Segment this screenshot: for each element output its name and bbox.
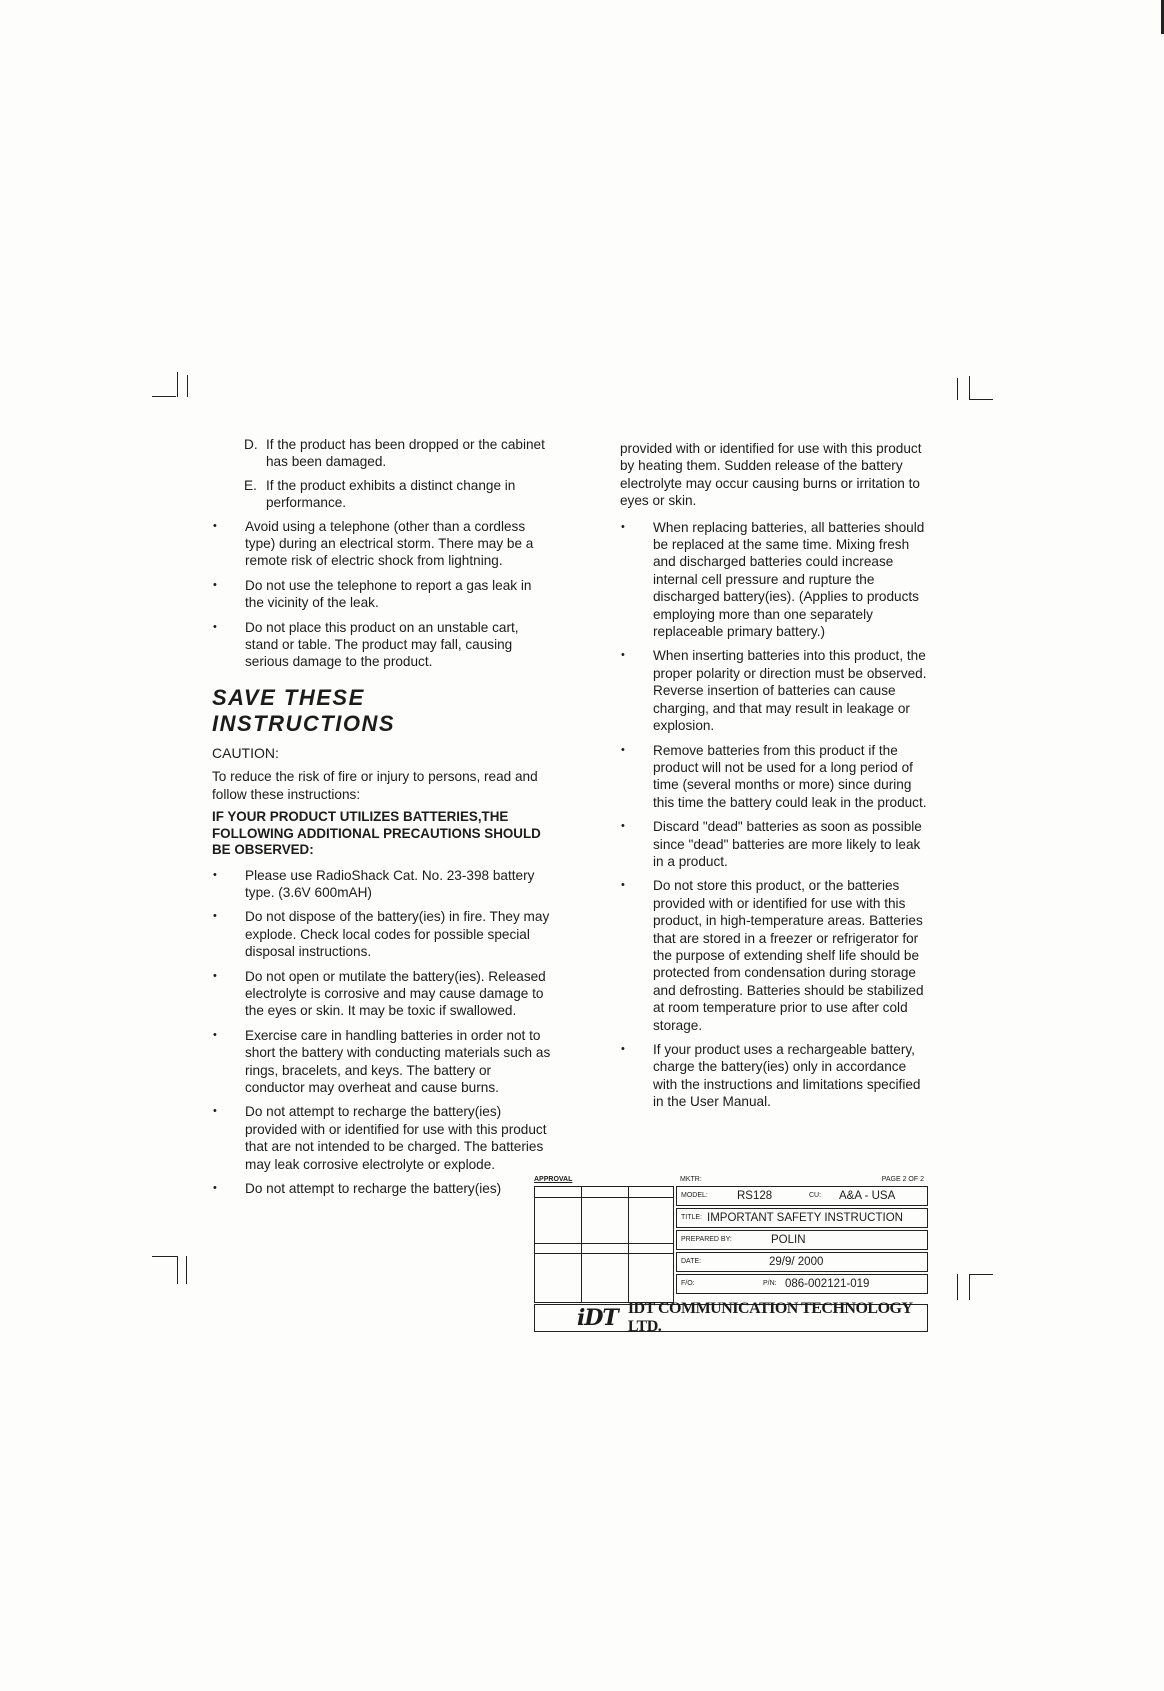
sub-item-text: If the product exhibits a distinct change in performance. — [266, 477, 516, 511]
bullet-icon: • — [621, 1043, 625, 1055]
crop-mark-bottom-left — [152, 1256, 178, 1257]
bullet-icon: • — [213, 1182, 217, 1195]
list-item — [620, 1041, 932, 1111]
battery-warning-heading: IF YOUR PRODUCT UTILIZES BATTERIES,THE FOLLOWING ADDITIONAL PRECAUTIONS SHOULD BE OBSERVED: — [212, 809, 541, 858]
list-item — [212, 1180, 552, 1197]
bullet-icon: • — [621, 743, 625, 756]
prepared-by-value: POLIN — [771, 1234, 806, 1246]
cu-label: CU: — [809, 1192, 822, 1199]
approval-label: APPROVAL — [534, 1176, 573, 1183]
caution-text: To reduce the risk of fire or injury to persons, read and follow these instructions: — [212, 769, 538, 802]
crop-mark-top-left — [177, 372, 178, 397]
bullet-icon: • — [213, 1105, 217, 1118]
company-name: IDT COMMUNICATION TECHNOLOGY LTD. — [627, 1300, 912, 1335]
model-field — [676, 1186, 928, 1206]
crop-mark-top-right — [957, 378, 958, 400]
crop-mark-bottom-right — [957, 1274, 958, 1300]
approval-grid — [534, 1186, 674, 1303]
caution-label: CAUTION: — [212, 744, 279, 761]
list-item-text: When replacing batteries, all batteries should be replaced at the same time. Mixing fresh and discharged batteries could increase internal cell pressure and rupture the discharged battery(ies). (Applies to products employing more than one separately replaceable primary battery.) — [653, 519, 925, 640]
mktr-label: MKTR: — [680, 1176, 702, 1183]
bullet-icon: • — [213, 969, 217, 982]
title-field — [676, 1208, 928, 1228]
bullet-icon: • — [213, 910, 217, 923]
title-value: IMPORTANT SAFETY INSTRUCTION — [707, 1212, 903, 1224]
model-value: RS128 — [737, 1190, 773, 1202]
crop-mark-top-right — [969, 399, 993, 400]
list-item-text: Avoid using a telephone (other than a cordless type) during an electrical storm. There may be a remote risk of electric shock from lightning. — [245, 518, 534, 569]
title-label: TITLE: — [681, 1214, 703, 1221]
list-item — [212, 518, 552, 570]
list-item-text: Please use RadioShack Cat. No. 23-398 battery type. (3.6V 600mAH) — [245, 867, 535, 900]
bullet-icon: • — [213, 868, 217, 881]
list-item — [212, 1103, 552, 1173]
date-field — [676, 1252, 928, 1272]
model-label: MODEL: — [681, 1192, 708, 1199]
list-item — [620, 742, 932, 812]
bullet-icon: • — [621, 879, 625, 892]
list-item — [620, 818, 932, 870]
title-block — [534, 1176, 928, 1334]
pn-value: 086-002121-019 — [785, 1278, 870, 1290]
list-item-text: When inserting batteries into this product, the proper polarity or direction must be observed. Reverse insertion of batteries can cause charging, and that may result in leakage or explosion. — [653, 648, 927, 734]
list-item — [212, 1027, 552, 1097]
sub-item-e — [212, 477, 552, 512]
list-item-text: Do not open or mutilate the battery(ies). Released electrolyte is corrosive and may cause damage to the eyes or skin. It may be toxic if swallowed. — [245, 968, 546, 1019]
right-column — [620, 440, 932, 1118]
bullet-icon: • — [621, 520, 625, 533]
bullet-icon: • — [213, 620, 217, 633]
sub-item-d — [212, 436, 552, 471]
company-bar — [534, 1300, 928, 1335]
list-item — [620, 877, 932, 1034]
list-item — [212, 867, 552, 902]
sub-item-letter: E. — [244, 477, 257, 493]
cu-value: A&A - USA — [839, 1190, 896, 1202]
prepared-by-field — [676, 1230, 928, 1250]
fo-label: F/O: — [681, 1280, 695, 1287]
pn-label: P/N: — [763, 1280, 777, 1287]
bullet-icon: • — [621, 649, 625, 662]
crop-mark-bottom-right — [969, 1274, 970, 1300]
prepared-by-label: PREPARED BY: — [681, 1236, 732, 1243]
idt-logo: iDT — [577, 1305, 618, 1331]
sub-item-letter: D. — [244, 437, 258, 452]
crop-mark-bottom-right — [969, 1274, 993, 1275]
list-item — [212, 968, 552, 1020]
bullet-icon: • — [213, 578, 217, 591]
crop-mark-top-left — [152, 396, 176, 397]
list-item — [620, 647, 932, 734]
date-value: 29/9/ 2000 — [769, 1256, 824, 1268]
continuation-text: provided with or identified for use with this product by heating them. Sudden release of the battery electrolyte may occur causing burns or irritation to eyes or skin. — [620, 441, 922, 509]
list-item-text: Discard "dead" batteries as soon as possible since "dead" batteries are more likely to leak in a product. — [653, 819, 922, 869]
bullet-icon: • — [621, 820, 625, 833]
list-item-text: Do not place this product on an unstable cart, stand or table. The product may fall, causing serious damage to the product. — [245, 619, 519, 670]
list-item — [620, 519, 932, 641]
page-number: PAGE 2 OF 2 — [881, 1176, 924, 1183]
list-item-text: Do not attempt to recharge the battery(ies) — [245, 1181, 502, 1197]
list-item-text: Do not attempt to recharge the battery(ies) provided with or identified for use with this product that are not intended to be charged. The batteries may leak corrosive electrolyte or explode. — [245, 1104, 547, 1172]
title-block-fields — [676, 1186, 928, 1303]
part-number-field — [676, 1274, 928, 1294]
left-column — [212, 436, 552, 1205]
list-item-text: If your product uses a rechargeable battery, charge the battery(ies) only in accordance with the instructions and limitations specified in the User Manual. — [653, 1042, 921, 1110]
list-item — [212, 908, 552, 960]
sub-item-text: If the product has been dropped or the cabinet has been damaged. — [266, 437, 545, 470]
list-item-text: Do not dispose of the battery(ies) in fire. They may explode. Check local codes for possible special disposal instructions. — [245, 909, 550, 960]
list-item-text: Do not use the telephone to report a gas leak in the vicinity of the leak. — [245, 577, 532, 611]
crop-mark-top-left — [187, 375, 188, 397]
list-item-text: Remove batteries from this product if the product will not be used for a long period of time (several months or more) since during this time the battery could leak in the product. — [653, 742, 927, 810]
bullet-icon: • — [213, 519, 217, 532]
bullet-icon: • — [213, 1028, 217, 1041]
list-item — [212, 619, 552, 671]
section-heading: SAVE THESE INSTRUCTIONS — [212, 684, 395, 736]
crop-mark-bottom-left — [177, 1256, 178, 1284]
date-label: DATE: — [681, 1258, 702, 1265]
crop-mark-top-right — [969, 376, 970, 400]
crop-mark-bottom-left — [186, 1256, 187, 1284]
list-item — [212, 577, 552, 612]
list-item-text: Do not store this product, or the batteries provided with or identified for use with this product, in high-temperature areas. Batteries that are stored in a freezer or refrigerator for the purpose of extending shelf life should be protected from condensation during storage and defrosting. Batteries should be stabilized at room temperature prior to use after cold storage. — [653, 878, 924, 1033]
list-item-text: Exercise care in handling batteries in order not to short the battery with conducting materials such as rings, bracelets, and keys. The battery or conductor may overheat and cause burns. — [245, 1027, 551, 1096]
